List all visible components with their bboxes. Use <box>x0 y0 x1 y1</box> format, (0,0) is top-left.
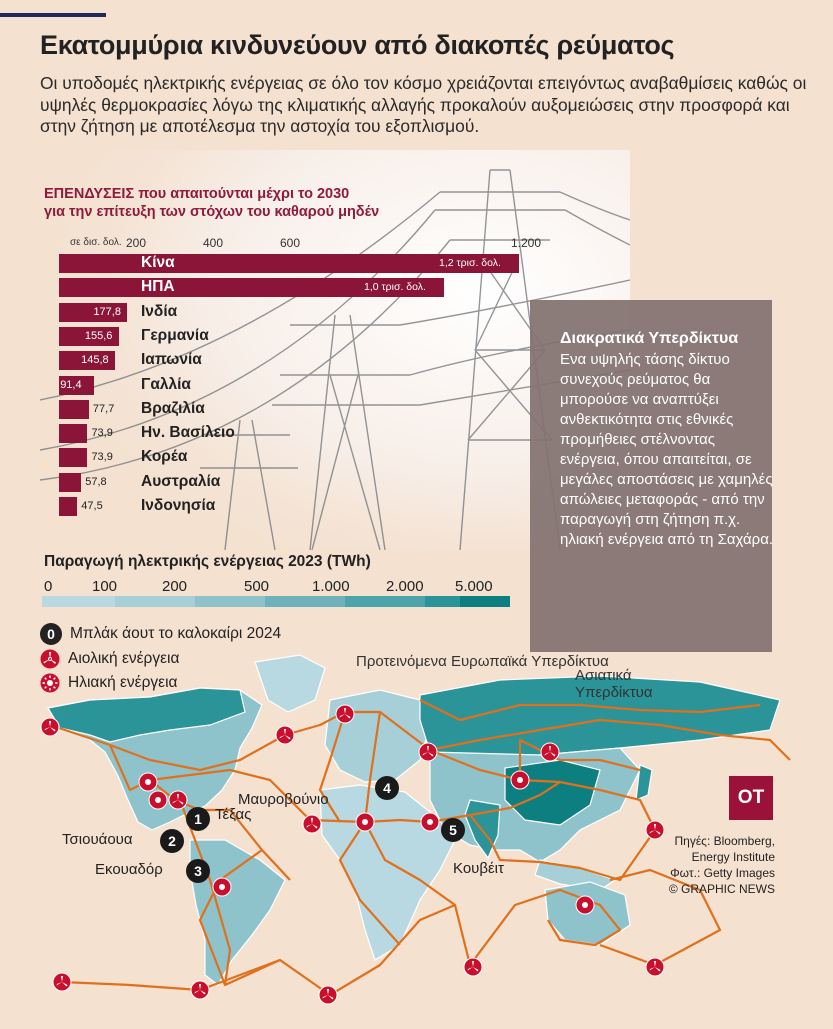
wind-marker <box>541 743 559 761</box>
axis-tick-label: 600 <box>280 236 301 250</box>
bar-value-label: 47,5 <box>81 500 103 512</box>
wind-marker <box>41 718 59 736</box>
greenland-shape <box>255 655 325 712</box>
bar-value-label: 155,6 <box>84 329 113 342</box>
key-blackout-label: Μπλάκ άουτ το καλοκαίρι 2024 <box>70 625 282 643</box>
solar-marker <box>213 878 231 896</box>
wind-marker <box>319 986 337 1004</box>
blackout-badge-3: 3 <box>186 859 210 883</box>
legend-label: 500 <box>244 578 270 595</box>
blackout-badge-1: 1 <box>186 807 210 831</box>
solar-marker <box>149 791 167 809</box>
bar <box>59 400 89 419</box>
europe-grid-label: Προτεινόμενα Ευρωπαϊκά Υπερδίκτυα <box>356 653 609 670</box>
axis-tick-label: 400 <box>203 236 224 250</box>
legend-color-swatch <box>345 596 425 607</box>
bar-value-label: 1,2 τρισ. δολ. <box>439 257 501 269</box>
bar <box>59 473 81 492</box>
legend-color-swatch <box>425 596 460 607</box>
wind-marker <box>646 958 664 976</box>
page-title: Εκατομμύρια κινδυνεύουν από διακοπές ρεύματος <box>40 30 675 60</box>
bar-value-label: 145,8 <box>81 354 109 367</box>
wind-marker <box>276 726 294 744</box>
chart-title-line2: για την επίτευξη των στόχων του καθαρού μηδέν <box>44 204 380 220</box>
wind-marker <box>336 705 354 723</box>
solar-marker <box>139 773 157 791</box>
blackout-badge-icon: 0 <box>40 623 62 645</box>
blackout-badge-5: 5 <box>441 818 465 842</box>
info-box-text: Ενα υψηλής τάσης δίκτυο συνεχούς ρεύματος θα μπορούσε να αναπτύξει ανθεκτικότητα στις εθνικές προμήθειες στέλνοντας ενέργεια, όπου απαιτείται, σε μεγάλες αποστάσεις με χαμηλές απώλειες μεταφοράς - από την παραγωγή στη ζήτηση π.χ. ηλιακή ενέργεια από τη Σαχάρα. <box>560 351 774 548</box>
bar-category-label: Κίνα <box>141 254 175 271</box>
legend-color-swatch <box>115 596 195 607</box>
chart-title-line1: ΕΠΕΝΔΥΣΕΙΣ που απαιτούνται μέχρι το 2030 <box>44 186 350 202</box>
ot-logo: OT <box>729 776 773 820</box>
legend-label: 100 <box>92 578 118 595</box>
wind-marker <box>169 791 187 809</box>
blackout-badge-2: 2 <box>160 829 184 853</box>
bar-value-label: 77,7 <box>92 402 115 415</box>
legend-label: 2.000 <box>386 578 424 595</box>
legend-label: 1.000 <box>312 578 350 595</box>
bar-value-label: 73,9 <box>91 427 113 440</box>
bar <box>59 497 77 516</box>
intro-paragraph: Οι υποδομές ηλεκτρικής ενέργειας σε όλο τον κόσμο χρειάζονται επειγόντως αναβαθμίσεις καθώς οι υψηλές θερμοκρασίες λόγω της κλιματικής αλλαγής προκαλούν αυξομειώσεις στην προσφορά και στην ζήτηση με αποτέλεσμα την αστοχία του εξοπλισμού. <box>40 73 807 136</box>
solar-marker <box>511 771 529 789</box>
blackout-label-montenegro: Μαυροβούνιο <box>238 791 329 808</box>
wind-marker <box>191 981 209 999</box>
asia-grid-label: Ασιατικά Υπερδίκτυα <box>575 667 653 701</box>
photo-credit: Φωτ.: Getty Images <box>670 866 775 880</box>
wind-marker <box>303 815 321 833</box>
bar-value-label: 177,8 <box>93 305 121 318</box>
key-solar-label: Ηλιακή ενέργεια <box>68 674 178 692</box>
info-box-title: Διακρατικά Υπερδίκτυα <box>560 330 739 347</box>
bar-category-label: Βραζιλία <box>141 399 205 417</box>
legend-label: 5.000 <box>455 578 493 595</box>
bar-category-label: Ην. Βασίλειο <box>141 424 235 442</box>
bar-category-label: Ιαπωνία <box>141 351 202 369</box>
copyright: © GRAPHIC NEWS <box>668 882 775 896</box>
legend-label: 0 <box>44 578 53 595</box>
bar-value-label: 57,8 <box>85 475 107 488</box>
sources-credits <box>645 833 775 897</box>
bar-category-label: ΗΠΑ <box>141 278 175 296</box>
chart-title <box>44 185 379 221</box>
solar-marker <box>356 813 374 831</box>
bar <box>59 448 87 467</box>
source-line: Πηγές: Bloomberg, <box>674 834 775 848</box>
axis-tick-label: 1.200 <box>511 236 542 250</box>
legend-color-swatch <box>42 596 115 607</box>
solar-marker <box>421 813 439 831</box>
legend-label: 200 <box>162 578 188 595</box>
bar-category-label: Ινδία <box>141 302 178 320</box>
supergrid-info-box <box>530 300 772 652</box>
legend-title: Παραγωγή ηλεκτρικής ενέργειας 2023 (TWh) <box>44 553 371 570</box>
bar-value-label: 91,4 <box>60 378 82 391</box>
bar-value-label: 1,0 τρισ. δολ. <box>364 281 426 294</box>
top-accent-bar <box>0 13 106 17</box>
bar-category-label: Γαλλία <box>141 375 191 393</box>
bar-category-label: Αυστραλία <box>141 472 221 490</box>
solar-marker <box>576 896 594 914</box>
blackout-label-chihuahua: Τσιουάουα <box>62 831 133 848</box>
bar-category-label: Κορέα <box>141 448 188 466</box>
wind-marker <box>419 743 437 761</box>
bar <box>59 424 87 443</box>
legend-color-swatch <box>460 596 510 607</box>
axis-tick-label: 200 <box>126 236 147 250</box>
wind-marker <box>53 973 71 991</box>
key-wind-label: Αιολική ενέργεια <box>68 650 180 668</box>
blackout-label-ecuador: Εκουαδόρ <box>95 861 163 878</box>
legend-color-swatch <box>195 596 265 607</box>
blackout-label-kuwait: Κουβέιτ <box>453 860 504 877</box>
bar-value-label: 73,9 <box>91 451 113 464</box>
source-line: Energy Institute <box>691 850 775 864</box>
wind-marker <box>464 958 482 976</box>
blackout-badge-4: 4 <box>375 776 399 800</box>
bar-category-label: Ινδονησία <box>141 497 216 514</box>
blackout-label-texas: Τέξας <box>215 806 252 823</box>
legend-color-swatch <box>265 596 345 607</box>
axis-unit-label: σε δισ. δολ. <box>70 237 122 248</box>
bar-category-label: Γερμανία <box>141 326 209 344</box>
